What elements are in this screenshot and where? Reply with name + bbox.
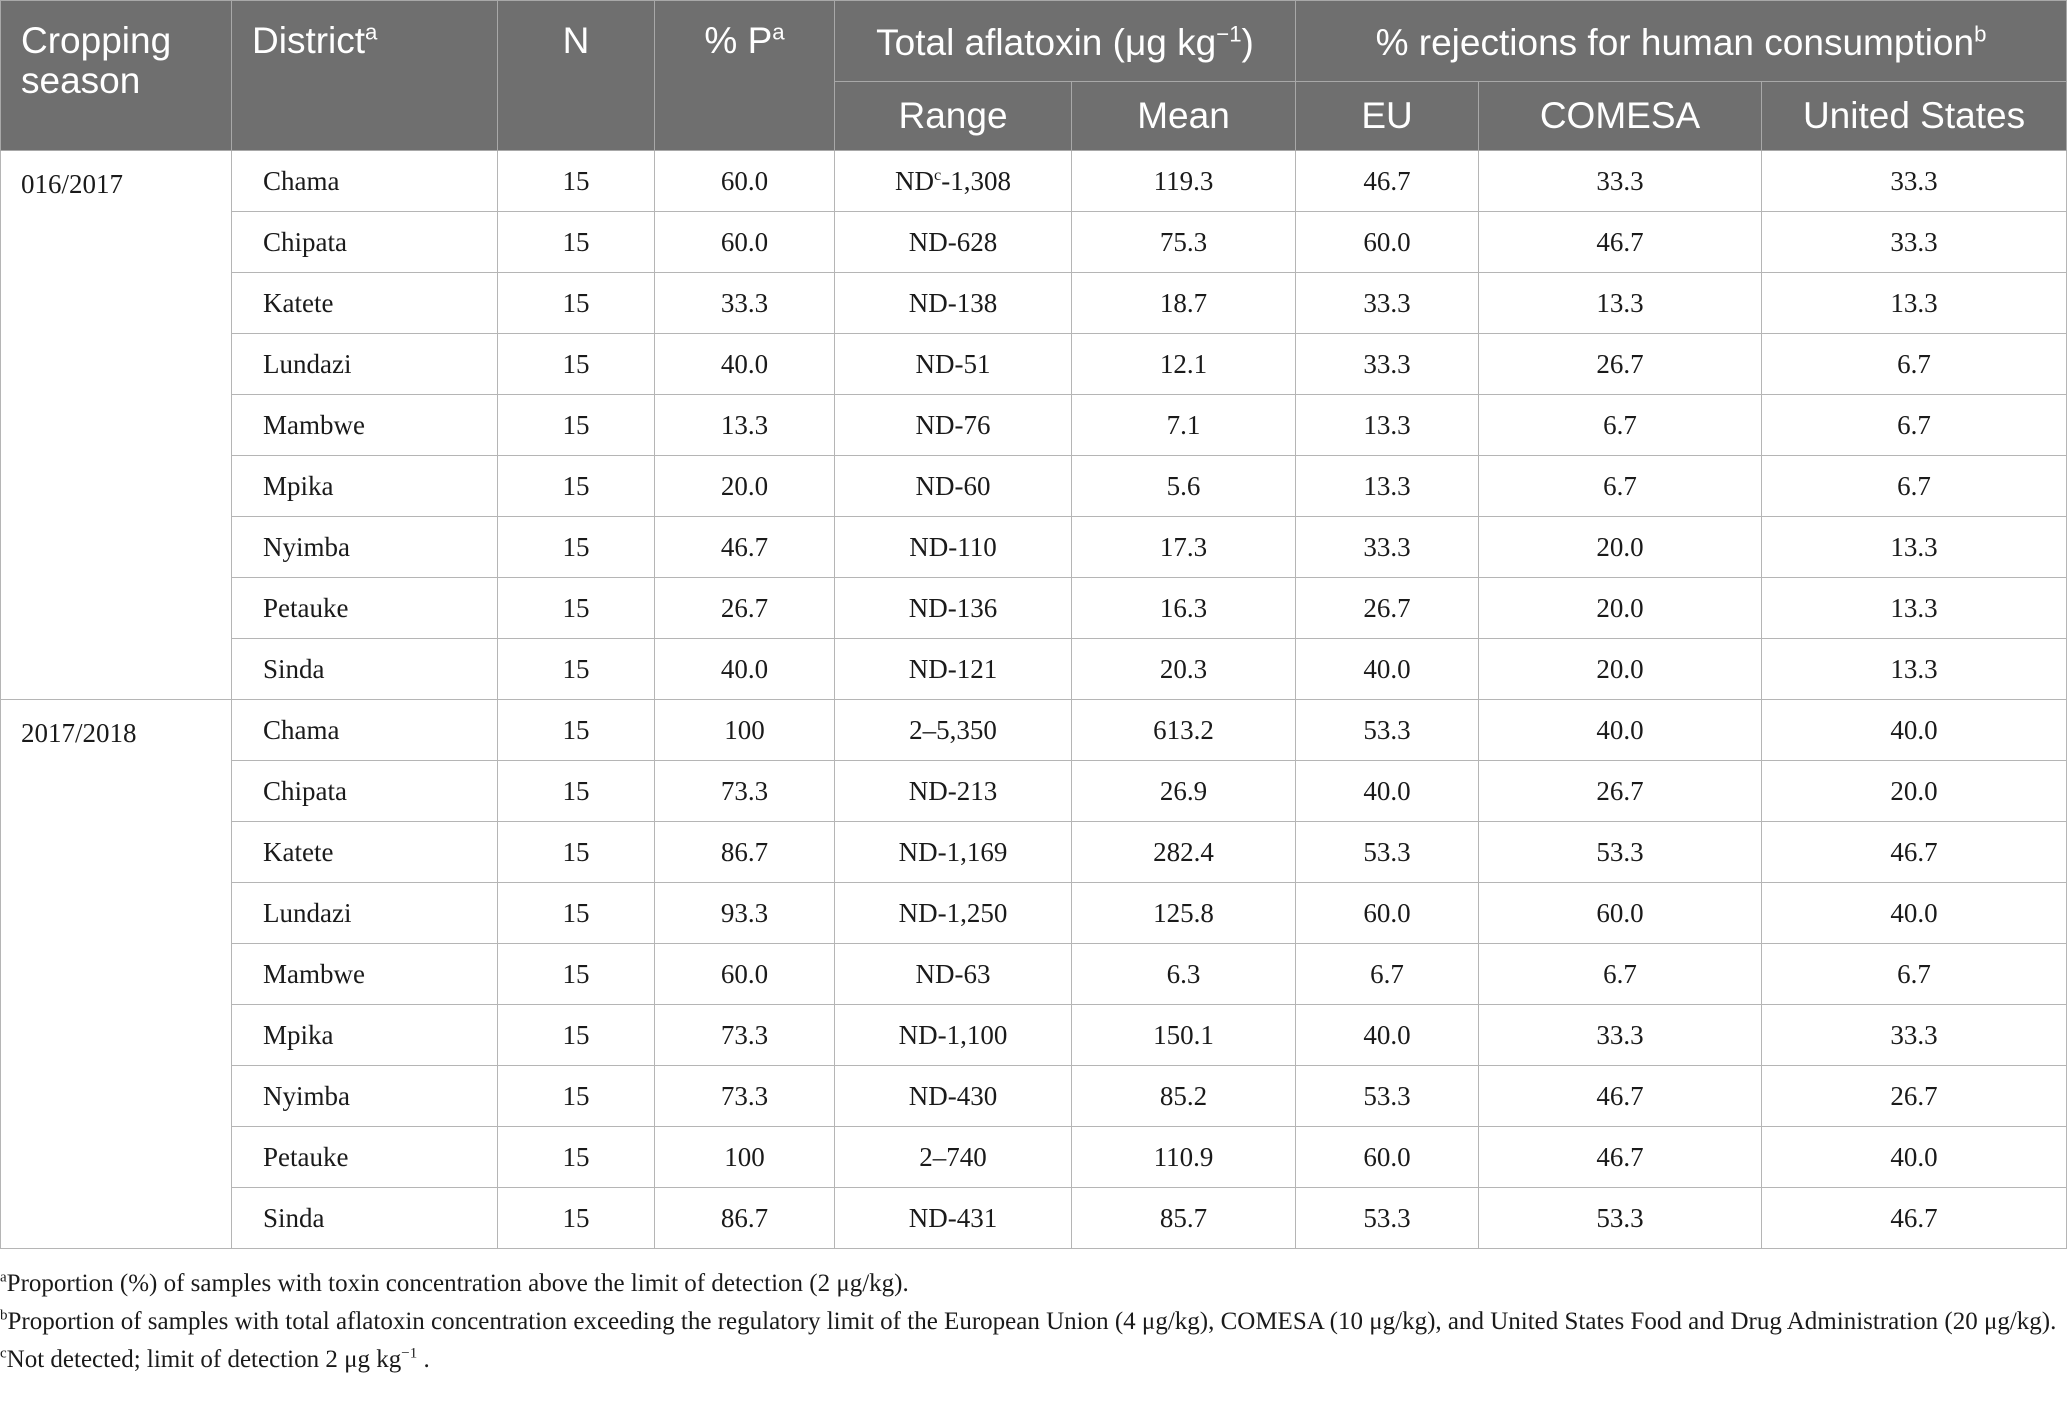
eu-cell: 53.3 [1296,1188,1479,1249]
eu-cell: 40.0 [1296,761,1479,822]
table-row [1,578,2067,639]
p-cell: 20.0 [655,456,835,517]
range-cell: ND-63 [835,944,1072,1005]
mean-cell: 12.1 [1072,334,1296,395]
range-cell: ND-1,100 [835,1005,1072,1066]
district-cell: Nyimba [232,517,498,578]
table-row [1,700,2067,761]
us-cell: 13.3 [1762,273,2067,334]
district-cell: Mpika [232,1005,498,1066]
district-cell: Katete [232,273,498,334]
range-cell: ND-51 [835,334,1072,395]
us-cell: 6.7 [1762,456,2067,517]
us-cell: 13.3 [1762,639,2067,700]
comesa-cell: 33.3 [1479,151,1762,212]
comesa-cell: 20.0 [1479,639,1762,700]
range-cell: ND-76 [835,395,1072,456]
district-cell: Sinda [232,639,498,700]
header-n: N [498,1,655,151]
district-cell: Mambwe [232,395,498,456]
footnote-a: $^a$Proportion (%) of samples with toxin concentration above the limit of detection (2 μg/kg). [0,1269,909,1297]
mean-cell: 7.1 [1072,395,1296,456]
eu-cell: 53.3 [1296,700,1479,761]
eu-cell: 13.3 [1296,395,1479,456]
us-cell: 46.7 [1762,822,2067,883]
district-cell: Chipata [232,212,498,273]
us-cell: 20.0 [1762,761,2067,822]
range-cell: 2–740 [835,1127,1072,1188]
mean-cell: 85.2 [1072,1066,1296,1127]
range-cell: ND-430 [835,1066,1072,1127]
header-range: Range [835,82,1072,151]
n-cell: 15 [498,639,655,700]
comesa-cell: 20.0 [1479,578,1762,639]
comesa-cell: 6.7 [1479,456,1762,517]
us-cell: 6.7 [1762,944,2067,1005]
comesa-cell: 40.0 [1479,700,1762,761]
table-row [1,151,2067,212]
range-cell: $ND^c-1,308$ [835,151,1072,212]
n-cell: 15 [498,151,655,212]
table-row [1,456,2067,517]
p-cell: 93.3 [655,883,835,944]
p-cell: 73.3 [655,1005,835,1066]
comesa-cell: 33.3 [1479,1005,1762,1066]
eu-cell: 40.0 [1296,1005,1479,1066]
table-row [1,1127,2067,1188]
table-row [1,944,2067,1005]
season-label: 016/2017 [1,151,232,700]
table-row [1,334,2067,395]
district-cell: Petauke [232,1127,498,1188]
n-cell: 15 [498,578,655,639]
p-cell: 60.0 [655,944,835,1005]
p-cell: 60.0 [655,151,835,212]
us-cell: 13.3 [1762,578,2067,639]
eu-cell: 40.0 [1296,639,1479,700]
table-row [1,883,2067,944]
p-cell: 40.0 [655,334,835,395]
n-cell: 15 [498,944,655,1005]
table-row [1,212,2067,273]
mean-cell: 16.3 [1072,578,1296,639]
range-cell: ND-213 [835,761,1072,822]
header-district: District$^a$ [232,1,498,151]
header-us: United States [1762,82,2067,151]
n-cell: 15 [498,395,655,456]
table-row [1,761,2067,822]
table-row [1,395,2067,456]
mean-cell: 18.7 [1072,273,1296,334]
district-cell: Petauke [232,578,498,639]
eu-cell: 6.7 [1296,944,1479,1005]
header-mean: Mean [1072,82,1296,151]
eu-cell: 53.3 [1296,1066,1479,1127]
eu-cell: 53.3 [1296,822,1479,883]
us-cell: 33.3 [1762,151,2067,212]
us-cell: 33.3 [1762,1005,2067,1066]
header-rejections: % rejections for human consumption$^b$ [1296,1,2067,82]
district-cell: Katete [232,822,498,883]
comesa-cell: 60.0 [1479,883,1762,944]
n-cell: 15 [498,1188,655,1249]
n-cell: 15 [498,883,655,944]
p-cell: 86.7 [655,1188,835,1249]
n-cell: 15 [498,822,655,883]
season-label: 2017/2018 [1,700,232,1249]
us-cell: 40.0 [1762,883,2067,944]
eu-cell: 13.3 [1296,456,1479,517]
comesa-cell: 6.7 [1479,395,1762,456]
range-cell: ND-121 [835,639,1072,700]
district-cell: Lundazi [232,883,498,944]
eu-cell: 33.3 [1296,517,1479,578]
mean-cell: 110.9 [1072,1127,1296,1188]
range-cell: 2–5,350 [835,700,1072,761]
header-cropping-season: Cropping season [1,1,232,151]
comesa-cell: 53.3 [1479,822,1762,883]
mean-cell: 150.1 [1072,1005,1296,1066]
n-cell: 15 [498,334,655,395]
p-cell: 100 [655,1127,835,1188]
mean-cell: 282.4 [1072,822,1296,883]
comesa-cell: 26.7 [1479,334,1762,395]
range-cell: ND-138 [835,273,1072,334]
eu-cell: 60.0 [1296,212,1479,273]
us-cell: 6.7 [1762,395,2067,456]
table-row [1,639,2067,700]
p-cell: 26.7 [655,578,835,639]
district-cell: Mpika [232,456,498,517]
header-eu: EU [1296,82,1479,151]
comesa-cell: 13.3 [1479,273,1762,334]
eu-cell: 26.7 [1296,578,1479,639]
comesa-cell: 46.7 [1479,1066,1762,1127]
district-cell: Lundazi [232,334,498,395]
comesa-cell: 46.7 [1479,212,1762,273]
mean-cell: 20.3 [1072,639,1296,700]
p-cell: 100 [655,700,835,761]
eu-cell: 60.0 [1296,883,1479,944]
table-row [1,273,2067,334]
eu-cell: 33.3 [1296,334,1479,395]
range-cell: ND-1,250 [835,883,1072,944]
eu-cell: 46.7 [1296,151,1479,212]
p-cell: 73.3 [655,1066,835,1127]
mean-cell: 6.3 [1072,944,1296,1005]
comesa-cell: 26.7 [1479,761,1762,822]
mean-cell: 613.2 [1072,700,1296,761]
district-cell: Nyimba [232,1066,498,1127]
n-cell: 15 [498,456,655,517]
table-footnotes [0,1249,2060,1379]
p-cell: 73.3 [655,761,835,822]
mean-cell: 119.3 [1072,151,1296,212]
p-cell: 33.3 [655,273,835,334]
us-cell: 26.7 [1762,1066,2067,1127]
range-cell: ND-136 [835,578,1072,639]
p-cell: 13.3 [655,395,835,456]
district-cell: Mambwe [232,944,498,1005]
header-pct-p: % $P^a$ [655,1,835,151]
us-cell: 46.7 [1762,1188,2067,1249]
range-cell: ND-628 [835,212,1072,273]
range-cell: ND-110 [835,517,1072,578]
table-row [1,1066,2067,1127]
n-cell: 15 [498,700,655,761]
n-cell: 15 [498,517,655,578]
comesa-cell: 53.3 [1479,1188,1762,1249]
mean-cell: 85.7 [1072,1188,1296,1249]
table-row [1,1005,2067,1066]
p-cell: 86.7 [655,822,835,883]
us-cell: 6.7 [1762,334,2067,395]
comesa-cell: 20.0 [1479,517,1762,578]
range-cell: ND-431 [835,1188,1072,1249]
p-cell: 60.0 [655,212,835,273]
n-cell: 15 [498,273,655,334]
n-cell: 15 [498,212,655,273]
district-cell: Chama [232,151,498,212]
eu-cell: 60.0 [1296,1127,1479,1188]
eu-cell: 33.3 [1296,273,1479,334]
range-cell: ND-60 [835,456,1072,517]
table-header [1,1,2067,151]
n-cell: 15 [498,1066,655,1127]
header-total-aflatoxin: Total aflatoxin (μg $kg^{-1}$) [835,1,1296,82]
us-cell: 40.0 [1762,1127,2067,1188]
table-row [1,517,2067,578]
n-cell: 15 [498,1127,655,1188]
table-body [1,151,2067,1249]
district-cell: Chipata [232,761,498,822]
district-cell: Chama [232,700,498,761]
header-comesa: COMESA [1479,82,1762,151]
p-cell: 40.0 [655,639,835,700]
n-cell: 15 [498,1005,655,1066]
us-cell: 13.3 [1762,517,2067,578]
footnote-c: $^c$Not detected; limit of detection 2 μg $kg^{-1}$ . [0,1345,430,1373]
p-cell: 46.7 [655,517,835,578]
table-row [1,1188,2067,1249]
mean-cell: 125.8 [1072,883,1296,944]
us-cell: 40.0 [1762,700,2067,761]
n-cell: 15 [498,761,655,822]
table-row [1,822,2067,883]
us-cell: 33.3 [1762,212,2067,273]
mean-cell: 5.6 [1072,456,1296,517]
range-cell: ND-1,169 [835,822,1072,883]
comesa-cell: 6.7 [1479,944,1762,1005]
footnote-b: $^b$Proportion of samples with total aflatoxin concentration exceeding the regulatory limit of the European Union (4 μg/kg), COMESA (10 μg/kg), and United States Food and Drug Administration (20 μg/kg). [0,1307,2057,1335]
mean-cell: 75.3 [1072,212,1296,273]
district-cell: Sinda [232,1188,498,1249]
mean-cell: 17.3 [1072,517,1296,578]
comesa-cell: 46.7 [1479,1127,1762,1188]
mean-cell: 26.9 [1072,761,1296,822]
